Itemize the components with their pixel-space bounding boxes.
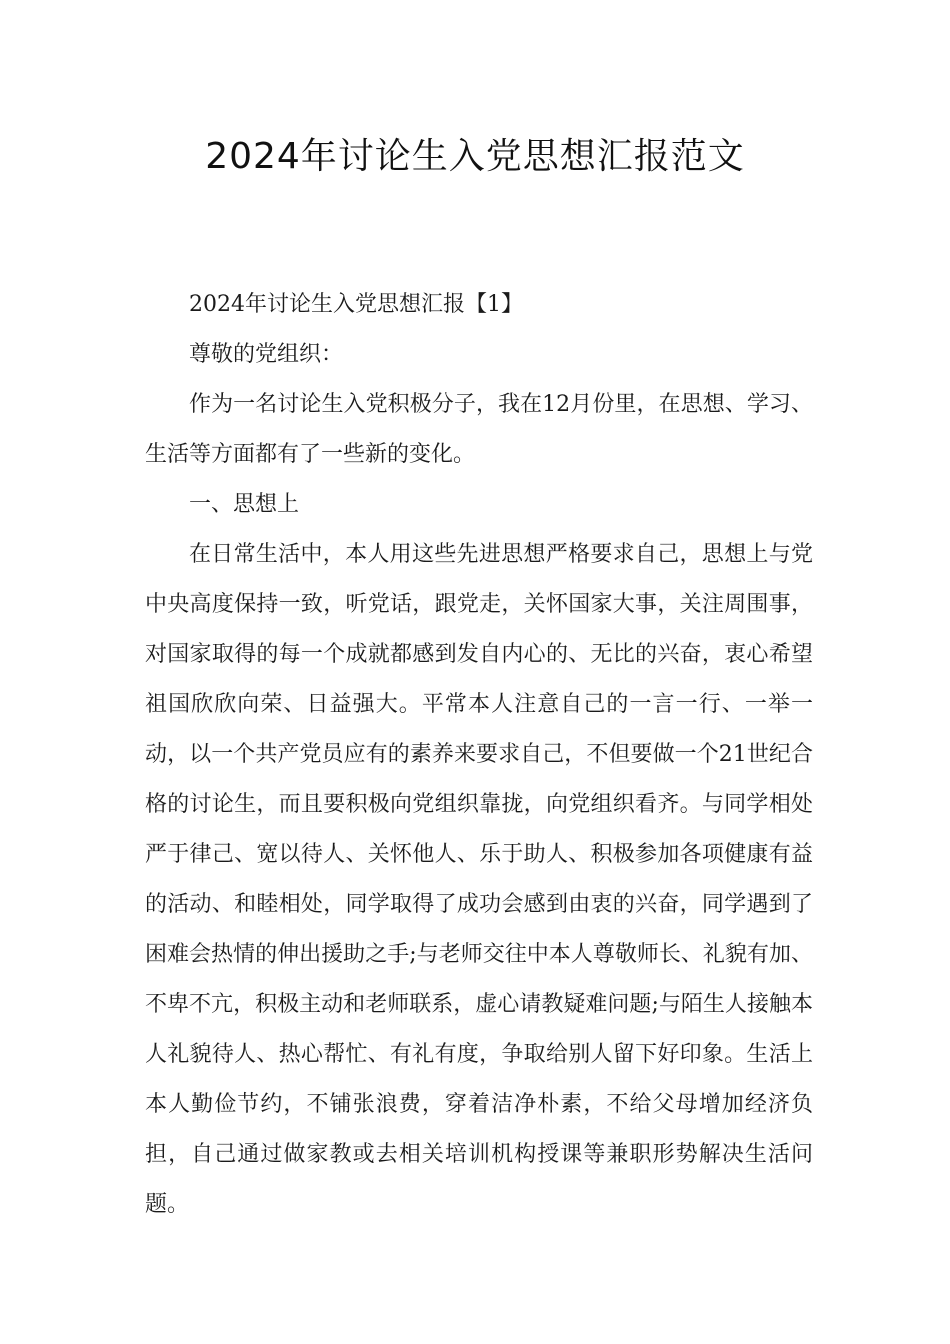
document-title: 2024年讨论生入党思想汇报范文	[205, 136, 745, 177]
body-paragraph: 在日常生活中，本人用这些先进思想严格要求自己，思想上与党中央高度保持一致，听党话，跟党走，关怀国家大事，关注周围事，对国家取得的每一个成就都感到发自内心的、无比的兴奋，衷心希望祖国欣欣向荣、日益强大。平常本人注意自己的一言一行、一举一动，以一个共产党员应有的素养来要求自己，不但要做一个21世纪合格的讨论生，而且要积极向党组织靠拢，向党组织看齐。与同学相处严于律己、宽以待人、关怀他人、乐于助人、积极参加各项健康有益的活动、和睦相处，同学取得了成功会感到由衷的兴奋，同学遇到了困难会热情的伸出援助之手;与老师交往中本人尊敬师长、礼貌有加、不卑不亢，积极主动和老师联系，虚心请教疑难问题;与陌生人接触本人礼貌待人、热心帮忙、有礼有度，争取给别人留下好印象。生活上本人勤俭节约，不铺张浪费，穿着洁净朴素，不给父母增加经济负担，自己通过做家教或去相关培训机构授课等兼职形势解决生活问题。	[145, 542, 813, 1217]
document-body	[145, 280, 813, 1230]
salutation: 尊敬的党组织：	[189, 342, 344, 367]
section-heading: 2024年讨论生入党思想汇报【1】	[189, 292, 523, 317]
subsection-heading: 一、思想上	[189, 492, 300, 517]
intro-paragraph: 作为一名讨论生入党积极分子，我在12月份里，在思想、学习、生活等方面都有了一些新的变化。	[145, 392, 813, 467]
